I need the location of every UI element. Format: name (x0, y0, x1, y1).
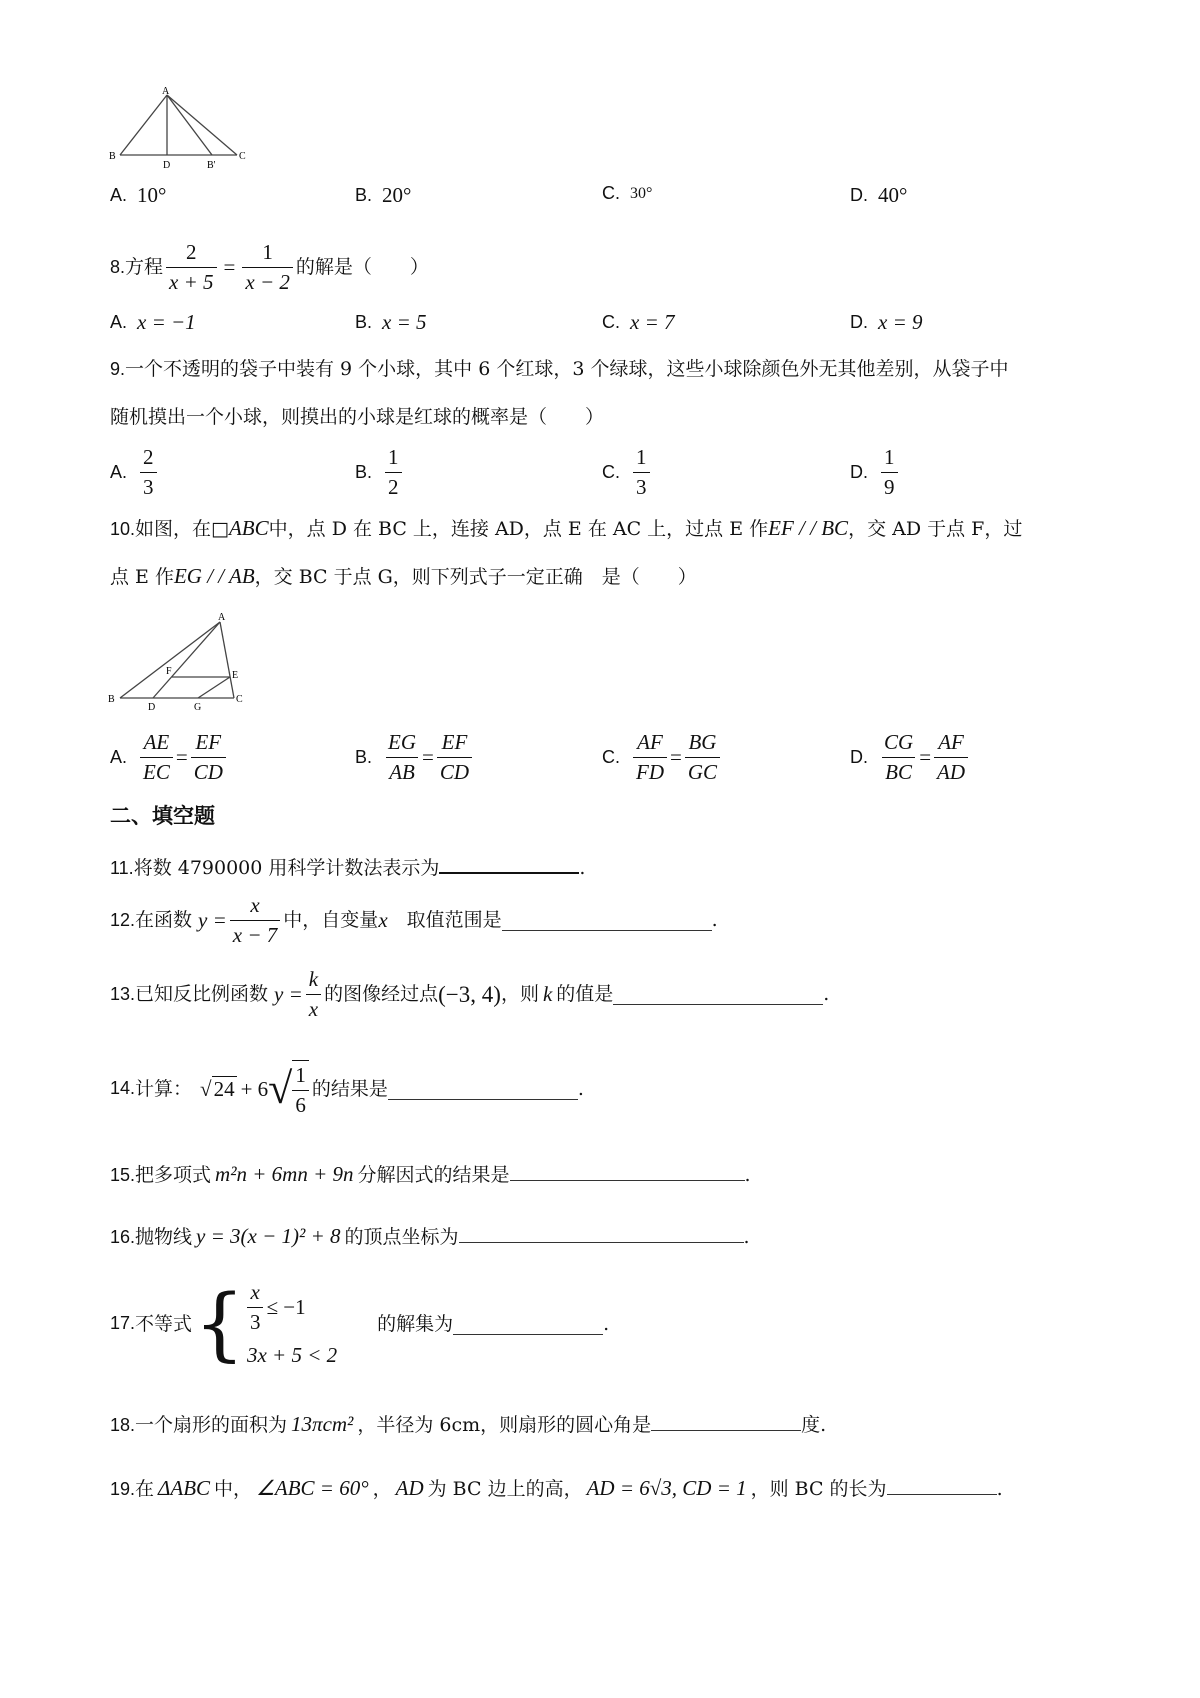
q9-option-b: B. $\frac{1}{2}$ (355, 445, 405, 500)
question-10-line-2: 点 E 作EG / / AB，交 BC 于点 G，则下列式子一定正确 是（ ） (110, 564, 697, 588)
q8-option-d: D. x = 9 (850, 310, 923, 334)
q8-option-b: B. x = 5 (355, 310, 427, 334)
q7-option-a: A. 10° (110, 183, 167, 207)
question-17: 17. 不等式 { $\frac{x}{3}$ ≤ −1 3x + 5 < 2 的解集为 . (110, 1277, 610, 1371)
fig7-label-b: B (109, 151, 116, 162)
q10-option-a: A. $\frac{AE}{EC}$ = $\frac{EF}{CD}$ (110, 730, 229, 785)
q8-fraction-1: $\frac{2}{x + 5}$ (166, 240, 217, 295)
answer-blank-17[interactable] (453, 1314, 603, 1335)
q9-option-d: D. $\frac{1}{9}$ (850, 445, 901, 500)
q7-option-b: B. 20° (355, 183, 412, 207)
question-14: 14. 计算： √24 + 6 √ $\frac{1}{6}$ 的结果是 . (110, 1060, 584, 1118)
question-13: 13. 已知反比例函数 y = $\frac{k}{x}$ 的图像经过点 (−3, 4) ，则 k 的值是 . (110, 967, 830, 1022)
answer-blank-15[interactable] (510, 1160, 745, 1181)
question-16: 16.抛物线 y = 3(x − 1)² + 8 的顶点坐标为 . (110, 1224, 750, 1248)
fig7-label-c: C (239, 151, 246, 162)
sqrt-24: √24 (200, 1076, 235, 1101)
fig7-label-bprime: B' (207, 160, 216, 170)
answer-blank-12[interactable] (502, 910, 712, 931)
section-heading-fill-in: 二、填空题 (110, 805, 215, 828)
figure-q10-triangle (108, 610, 253, 715)
fig10-label-e: E (232, 670, 239, 681)
answer-blank-18[interactable] (651, 1410, 801, 1431)
q8-option-c: C. x = 7 (602, 310, 675, 334)
q9-option-a: A. $\frac{2}{3}$ (110, 445, 160, 500)
fig10-label-d: D (148, 702, 156, 713)
fig7-label-a: A (162, 86, 170, 97)
fig10-label-f: F (166, 666, 172, 677)
fig10-label-c: C (236, 694, 243, 705)
q9-option-c: C. $\frac{1}{3}$ (602, 445, 653, 500)
fig10-label-b: B (108, 694, 115, 705)
question-9-line-1: 9.一个不透明的袋子中装有 9 个小球，其中 6 个红球，3 个绿球，这些小球除颜色外无其他差别，从袋子中 (110, 358, 1009, 380)
q7-option-d: D. 40° (850, 183, 908, 207)
question-15: 15.把多项式 m²n + 6mn + 9n 分解因式的结果是 . (110, 1162, 751, 1186)
sqrt-fraction: √ $\frac{1}{6}$ (268, 1060, 312, 1118)
question-11: 11.将数 4790000 用科学计数法表示为 . (110, 852, 585, 880)
fig7-label-d: D (163, 160, 171, 170)
q8-fraction-2: $\frac{1}{x - 2}$ (242, 240, 293, 295)
question-18: 18.一个扇形的面积为 13πcm² ，半径为 6cm，则扇形的圆心角是 度. (110, 1412, 827, 1436)
question-10-line-1: 10.如图，在□ABC中，点 D 在 BC 上，连接 AD，点 E 在 AC 上，过点 E 作EF / / BC，交 AD 于点 F，过 (110, 516, 1023, 540)
answer-blank-11[interactable] (439, 852, 579, 874)
fig10-label-g: G (194, 702, 202, 713)
answer-blank-13[interactable] (613, 984, 823, 1005)
q10-option-d: D. $\frac{CG}{BC}$ = $\frac{AF}{AD}$ (850, 730, 971, 785)
q8-option-a: A. x = −1 (110, 310, 196, 334)
q10-option-c: C. $\frac{AF}{FD}$ = $\frac{BG}{GC}$ (602, 730, 723, 785)
question-9-line-2: 随机摸出一个小球，则摸出的小球是红球的概率是（ ） (110, 406, 605, 428)
figure-q7-triangle (105, 85, 255, 170)
question-12: 12. 在函数 y = $\frac{x}{x - 7}$ 中，自变量 x 取值范围是 . (110, 893, 718, 948)
question-8: 8. 方程 $\frac{2}{x + 5}$ = $\frac{1}{x - 2}$ 的解是（ ） (110, 240, 429, 295)
fig10-label-a: A (218, 612, 226, 623)
answer-blank-19[interactable] (887, 1474, 997, 1495)
answer-blank-16[interactable] (459, 1222, 744, 1243)
system-brace: { (194, 1277, 245, 1371)
answer-blank-14[interactable] (388, 1079, 578, 1100)
q10-option-b: B. $\frac{EG}{AB}$ = $\frac{EF}{CD}$ (355, 730, 475, 785)
inequality-system: $\frac{x}{3}$ ≤ −1 3x + 5 < 2 (246, 1280, 338, 1368)
q7-option-c: C. 30° (602, 183, 653, 203)
question-19: 19.在 ΔABC 中， ∠ABC = 60° ， AD 为 BC 边上的高， AD = 6√3, CD = 1 ，则 BC 的长为 . (110, 1476, 1003, 1500)
